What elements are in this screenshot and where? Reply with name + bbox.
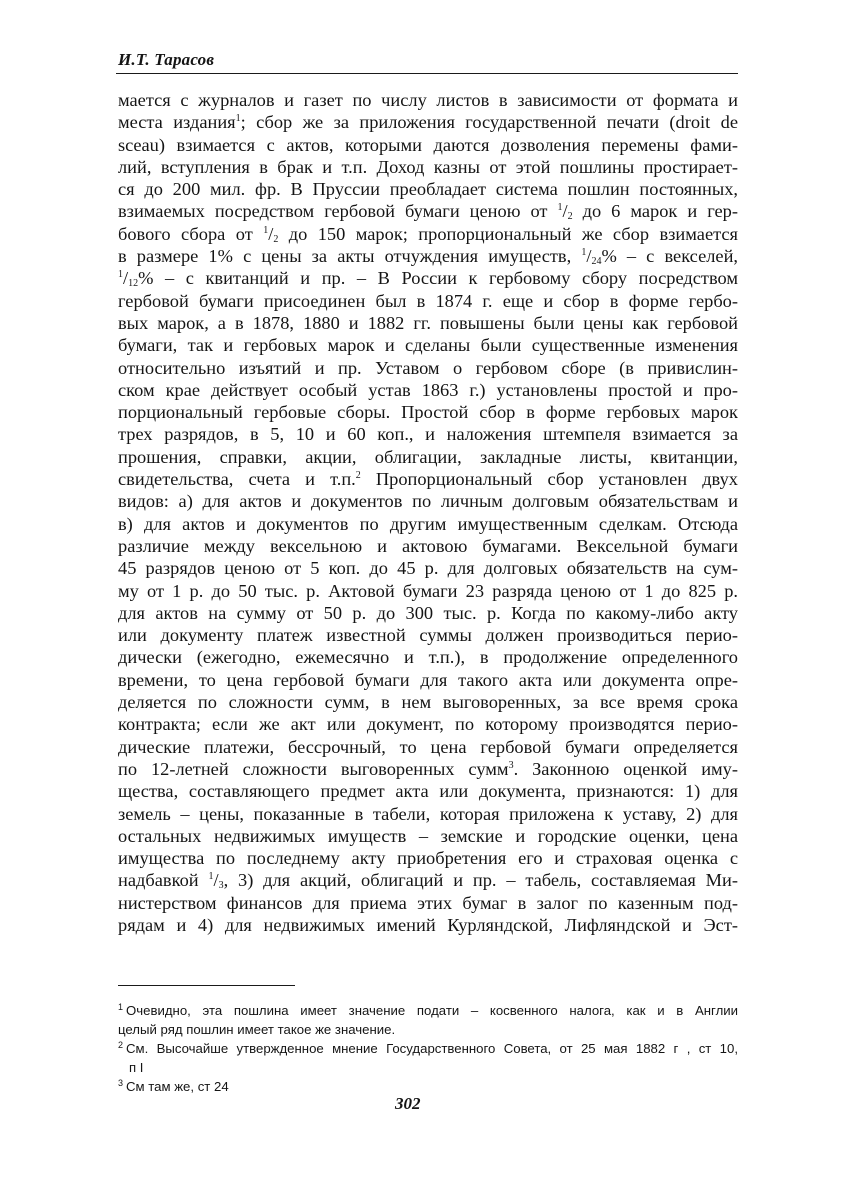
footnote-1: $^1$ Очевидно, эта пошлина имеет значение подати – косвенного налога, как и в Англии xyxy=(118,1002,738,1018)
text-line: в размере 1% с цены за акты отчуждения имуществ, $^1/_{24}\%$ – с векселей, xyxy=(118,246,739,268)
footnotes xyxy=(118,1001,738,1096)
footnote-separator xyxy=(118,985,295,986)
footnote-mark: 3 xyxy=(118,1078,124,1088)
text-line: остальных недвижимых имуществ – земские и городские оценки, цена xyxy=(118,825,738,846)
body-text xyxy=(118,89,738,936)
text-line: гербовой бумаги присоединен был в 1874 г. еще и сбор в форме гербо- xyxy=(118,290,738,311)
text-line: му от 1 р. до 50 тыс. р. Актовой бумаги 23 разряда ценою от 1 до 825 р. xyxy=(118,580,738,601)
text-line: различие между вексельною и актовою бумагами. Вексельной бумаги xyxy=(118,535,738,556)
fraction-denominator: 2 xyxy=(273,233,279,245)
text-line: надбавкой $^1/_3$, 3) для акций, облигаций и пр. – табель, составляемая Ми- xyxy=(118,870,738,892)
footnote-mark: 1 xyxy=(118,1002,124,1012)
text-line: взимаемых посредством гербовой бумаги ценою от $^1/_2$ до 6 марок и гер- xyxy=(118,201,738,223)
footnote-1-continued: целый ряд пошлин имеет такое же значение. xyxy=(118,1022,396,1037)
header-rule xyxy=(116,73,738,74)
text-line: по 12-летней сложности выговоренных сумм$^3$. Законною оценкой иму- xyxy=(118,758,738,779)
fraction-numerator: 1 xyxy=(581,247,587,259)
footnote-mark: 2 xyxy=(118,1040,124,1050)
text-line: относительно изъятий и пр. Уставом о гербовом сборе (в привислин- xyxy=(118,357,738,378)
text-line: дические платежи, бессрочный, то цена гербовой бумаги определяется xyxy=(118,736,738,757)
text-line: бумаги, так и гербовых марок и сделаны были существенные изменения xyxy=(118,335,738,356)
text-line: времени, то цена гербовой бумаги для такого акта или документа опре- xyxy=(118,669,738,690)
text-line: земель – цены, показанные в табели, которая приложена к уставу, 2) для xyxy=(118,803,738,824)
text-line: вых марок, а в 1878, 1880 и 1882 гг. повышены были цены как гербовой xyxy=(118,312,738,333)
text-line: в) для актов и документов по другим имущественным сделкам. Отсюда xyxy=(118,513,738,534)
text-line: порциональный гербовые сборы. Простой сбор в форме гербовых марок xyxy=(118,402,738,423)
text-line: видов: а) для актов и документов по личным долговым обязательствам и xyxy=(118,491,738,512)
text-line: свидетельства, счета и т.п.$^2$ Пропорциональный сбор установлен двух xyxy=(118,469,738,490)
text-line: места издания$^1$; сбор же за приложения государственной печати (droit de xyxy=(118,112,738,133)
footnote-ref-1[interactable]: 1 xyxy=(235,113,241,125)
text-line: sceau) взимается с актов, которыми даются дозволения перемены фами- xyxy=(118,134,738,155)
text-line: лий, вступления в брак и т.п. Доход казны от этой пошлины простирает- xyxy=(118,156,738,177)
running-head-author: И.Т. Тарасов xyxy=(118,50,215,69)
footnote-ref-2[interactable]: 2 xyxy=(355,470,361,482)
fraction-denominator: 12 xyxy=(128,278,139,290)
text-line: контракта; если же акт или документ, по которому производятся перио- xyxy=(118,714,738,735)
fraction-numerator: 1 xyxy=(557,202,563,214)
text-line: $^1/_{12}\%$ – с квитанций и пр. – В России к гербовому сбору посредством xyxy=(118,268,738,290)
text-line: дически (ежегодно, ежемесячно и т.п.), в продолжение определенного xyxy=(118,647,738,668)
fraction-numerator: 1 xyxy=(208,871,214,883)
fraction-numerator: 1 xyxy=(118,269,123,281)
footnote-2-continued: п I xyxy=(129,1060,144,1075)
text-line: или документу платеж известной суммы должен производиться перио- xyxy=(118,625,738,646)
text-line: нистерством финансов для приема этих бумаг в залог по казенным под- xyxy=(118,892,738,913)
text-line: имущества по последнему акту приобретения его и страховая оценка с xyxy=(118,848,738,869)
text-line: мается с журналов и газет по числу листов в зависимости от формата и xyxy=(118,90,738,110)
text-line: 45 разрядов ценою от 5 коп. до 45 р. для долговых обязательств на сум- xyxy=(118,558,738,579)
text-line: рядам и 4) для недвижимых имений Курляндской, Лифляндской и Эст- xyxy=(118,914,738,935)
fraction-numerator: 1 xyxy=(263,224,269,236)
fraction-denominator: 3 xyxy=(218,880,224,892)
text-line: ся до 200 мил. фр. В Пруссии преобладает система пошлин постоянных, xyxy=(118,179,738,200)
text-line: для актов на сумму от 50 р. до 300 тыс. р. Когда по какому-либо акту xyxy=(118,602,738,623)
footnote-ref-3[interactable]: 3 xyxy=(508,759,514,771)
text-line: бового сбора от $^1/_2$ до 150 марок; пропорциональный же сбор взимается xyxy=(118,223,738,245)
fraction-denominator: 2 xyxy=(567,211,573,223)
footnote-3: $^3$ См там же, ст 24 xyxy=(118,1078,229,1094)
text-line: прошения, справки, акции, облигации, закладные листы, квитанции, xyxy=(118,446,738,467)
page-number: 302 xyxy=(395,1094,421,1113)
fraction-denominator: 24 xyxy=(591,256,602,268)
text-line: трех разрядов, в 5, 10 и 60 коп., и наложения штемпеля взимается за xyxy=(118,424,738,445)
text-line: щества, составляющего предмет акта или документа, признаются: 1) для xyxy=(118,781,738,802)
text-line: деляется по сложности сумм, в нем выговоренных, за все время срока xyxy=(118,692,738,713)
text-line: ском крае действует особый устав 1863 г.) установлены простой и про- xyxy=(118,379,738,400)
footnote-2: $^2$ См. Высочайше утвержденное мнение Государственного Совета, от 25 мая 1882 г , ст 10, xyxy=(118,1040,738,1056)
